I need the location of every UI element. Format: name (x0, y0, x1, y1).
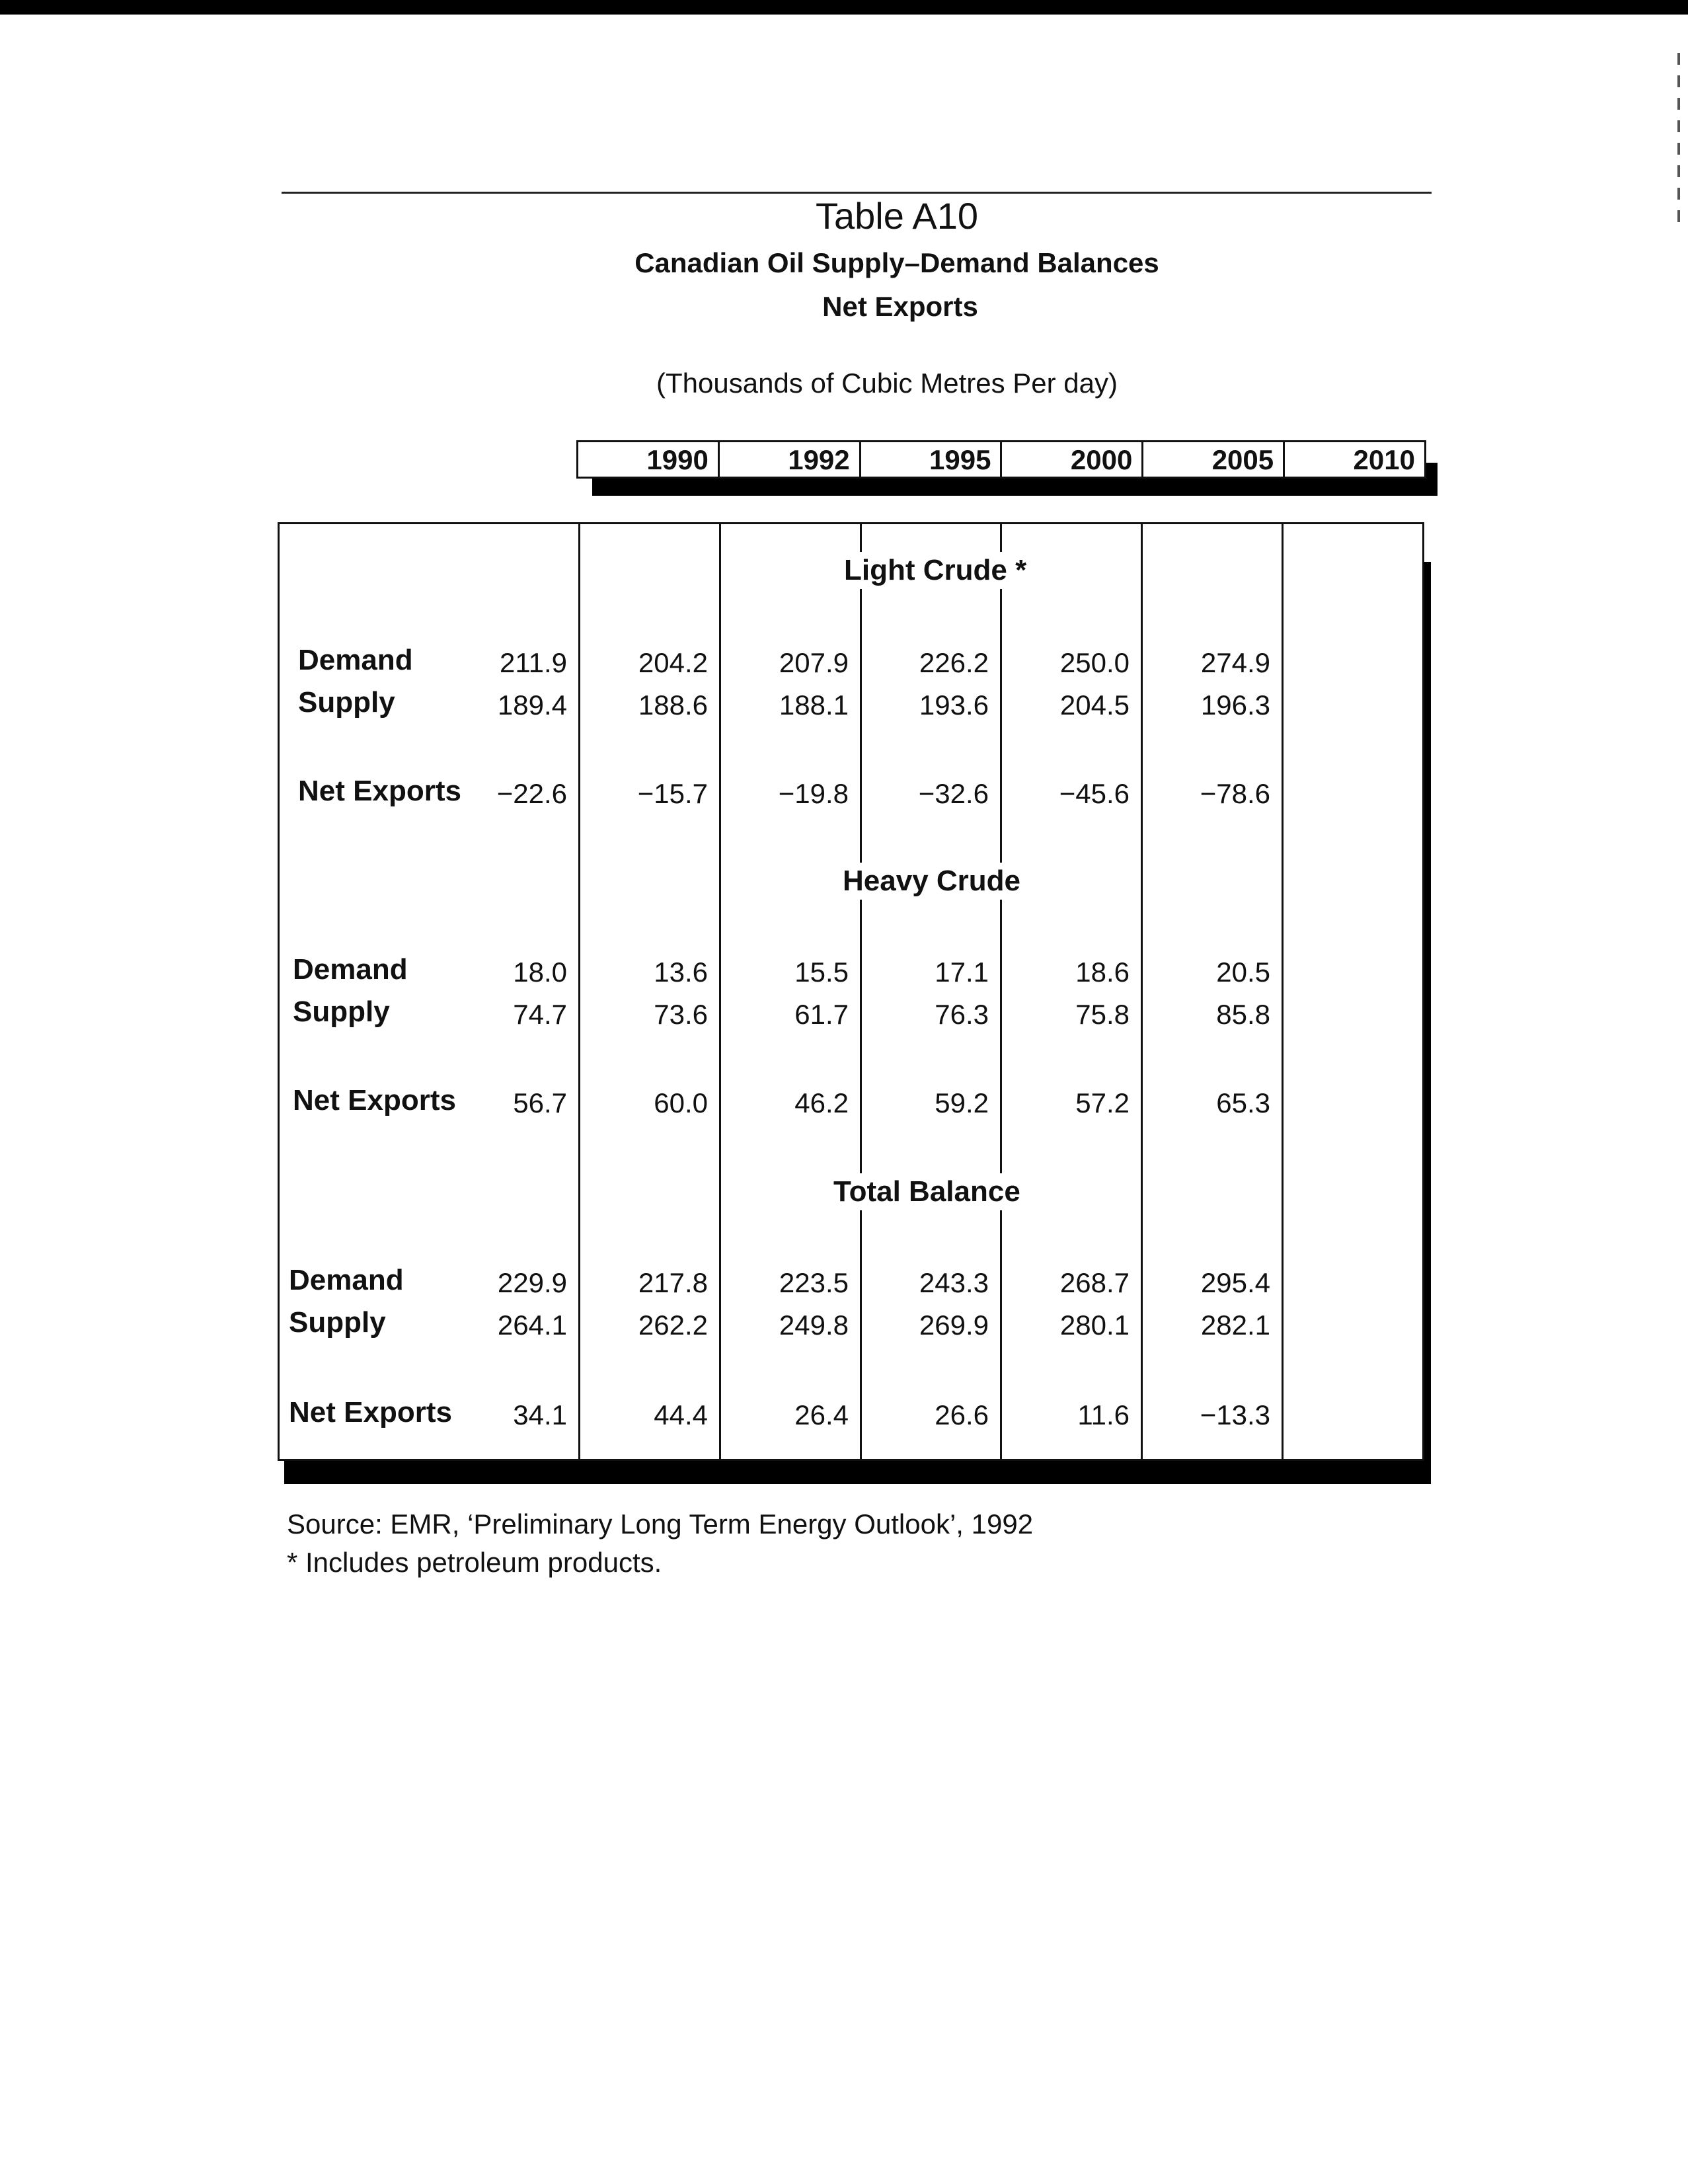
cell: 57.2 (1075, 1087, 1130, 1118)
cell: 26.6 (935, 1399, 989, 1430)
footnote: * Includes petroleum products. (287, 1547, 662, 1578)
column-divider (1282, 524, 1284, 1459)
cell: 193.6 (919, 689, 989, 721)
cell: 65.3 (1216, 1087, 1270, 1118)
page-title: Table A10 (816, 195, 978, 237)
year-header-2005: 2005 (1143, 442, 1285, 477)
cell: 46.2 (794, 1087, 849, 1118)
row-label-net-exports: Net Exports (293, 1084, 456, 1116)
cell: 188.1 (779, 689, 849, 721)
cell: 17.1 (935, 956, 989, 988)
column-divider (719, 524, 721, 1459)
row-label-supply: Supply (293, 995, 390, 1028)
cell: 76.3 (935, 999, 989, 1030)
column-divider (860, 524, 862, 1459)
cell: 74.7 (513, 999, 567, 1030)
cell: −45.6 (1059, 778, 1130, 809)
row-label-net-exports: Net Exports (298, 775, 461, 807)
cell: 73.6 (654, 999, 708, 1030)
column-divider (578, 524, 580, 1459)
cell: 280.1 (1059, 1309, 1130, 1341)
cell: 75.8 (1075, 999, 1130, 1030)
cell: 189.4 (497, 689, 567, 721)
cell: 61.7 (794, 999, 849, 1030)
data-table (278, 522, 1424, 1461)
cell: 20.5 (1216, 956, 1270, 988)
row-label-demand: Demand (293, 953, 408, 986)
cell: 26.4 (794, 1399, 849, 1430)
cell: 262.2 (638, 1309, 708, 1341)
column-divider (1000, 524, 1002, 1459)
column-divider (1141, 524, 1143, 1459)
cell: −32.6 (918, 778, 989, 809)
cell: 211.9 (500, 647, 567, 678)
row-label-supply: Supply (298, 686, 395, 719)
year-header-2000: 2000 (1002, 442, 1143, 477)
cell: 226.2 (919, 647, 989, 678)
row-label-demand: Demand (298, 644, 413, 676)
units-note: (Thousands of Cubic Metres Per day) (656, 368, 1118, 399)
year-header-1990: 1990 (578, 442, 720, 477)
cell: 249.8 (779, 1309, 849, 1341)
cell: 59.2 (935, 1087, 989, 1118)
cell: −19.8 (778, 778, 849, 809)
year-header-1992: 1992 (720, 442, 861, 477)
cell: 295.4 (1200, 1267, 1270, 1298)
cell: −22.6 (496, 778, 567, 809)
year-header-bar (576, 440, 1426, 479)
year-header-1995: 1995 (861, 442, 1003, 477)
row-label-demand: Demand (289, 1264, 404, 1296)
cell: 243.3 (919, 1267, 989, 1298)
cell: 34.1 (513, 1399, 567, 1430)
cell: 11.6 (1077, 1399, 1130, 1430)
cell: 282.1 (1200, 1309, 1270, 1341)
cell: 204.5 (1059, 689, 1130, 721)
section-light-crude: Light Crude * (841, 552, 1029, 589)
cell: 188.6 (638, 689, 708, 721)
cell: 274.9 (1200, 647, 1270, 678)
cell: 44.4 (654, 1399, 708, 1430)
cell: 196.3 (1200, 689, 1270, 721)
cell: −15.7 (637, 778, 708, 809)
row-label-supply: Supply (289, 1306, 386, 1339)
cell: −78.6 (1200, 778, 1270, 809)
cell: 217.8 (638, 1267, 708, 1298)
cell: 207.9 (779, 647, 849, 678)
cell: 269.9 (919, 1309, 989, 1341)
cell: 223.5 (779, 1267, 849, 1298)
cell: 264.1 (497, 1309, 567, 1341)
cell: 13.6 (654, 956, 708, 988)
cell: 18.0 (513, 956, 567, 988)
cell: −13.3 (1200, 1399, 1270, 1430)
cell: 250.0 (1059, 647, 1130, 678)
table-subtitle: Canadian Oil Supply–Demand Balances (634, 247, 1159, 278)
cell: 85.8 (1216, 999, 1270, 1030)
cell: 18.6 (1075, 956, 1130, 988)
cell: 60.0 (654, 1087, 708, 1118)
cell: 15.5 (794, 956, 849, 988)
section-heavy-crude: Heavy Crude (840, 863, 1023, 900)
year-header-2010: 2010 (1353, 444, 1415, 475)
cell: 268.7 (1059, 1267, 1130, 1298)
section-total-balance: Total Balance (831, 1173, 1023, 1210)
table-subtitle-net-exports: Net Exports (822, 291, 978, 322)
cell: 204.2 (638, 647, 708, 678)
cell: 229.9 (497, 1267, 567, 1298)
row-label-net-exports: Net Exports (289, 1396, 452, 1428)
cell: 56.7 (513, 1087, 567, 1118)
scan-top-edge (0, 0, 1688, 15)
source-note: Source: EMR, ‘Preliminary Long Term Energy Outlook’, 1992 (287, 1508, 1034, 1540)
